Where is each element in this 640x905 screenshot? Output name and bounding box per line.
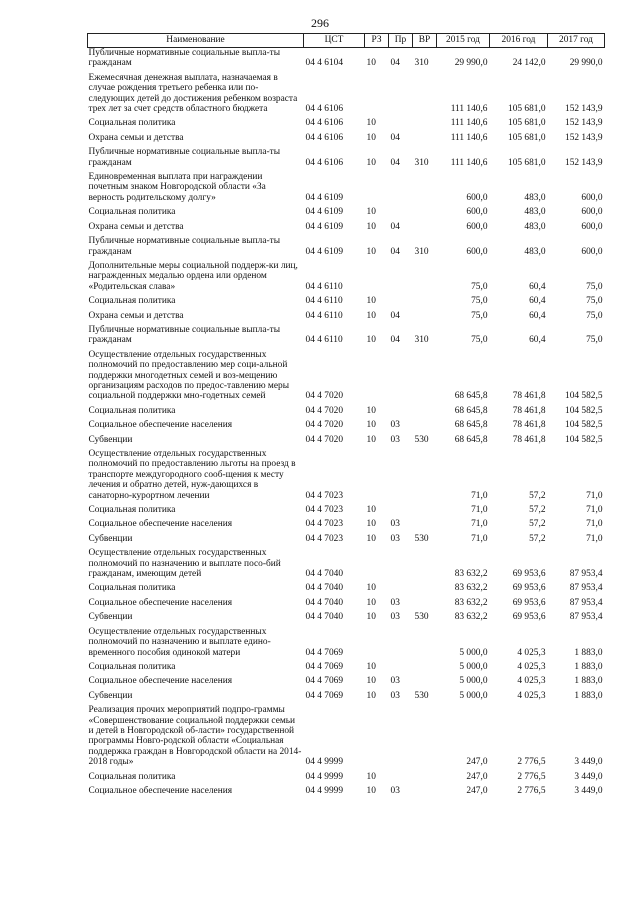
row-2017: 3 449,0 [574, 757, 603, 768]
row-2015: 600,0 [466, 192, 488, 203]
row-pr [389, 623, 413, 658]
row-2016: 2 776,5 [517, 771, 546, 782]
row-pr: 03 [390, 519, 400, 530]
row-cst: 04 4 7020 [305, 434, 343, 445]
row-rz: 10 [366, 505, 376, 516]
header-vr: ВР [413, 34, 437, 48]
row-cst: 04 4 7069 [305, 690, 343, 701]
table-row [88, 218, 605, 232]
row-name: Охрана семьи и детства [88, 132, 184, 143]
row-2015: 71,0 [471, 490, 488, 501]
header-name: Наименование [88, 34, 304, 48]
row-rz: 10 [366, 221, 376, 232]
row-vr [413, 292, 437, 306]
table-row [88, 69, 605, 115]
row-cst: 04 4 6110 [305, 281, 343, 292]
row-2017: 75,0 [586, 296, 603, 307]
row-2016: 4 025,3 [517, 647, 546, 658]
row-vr [413, 544, 437, 579]
row-2017: 152 143,9 [565, 118, 603, 129]
row-2017: 71,0 [586, 505, 603, 516]
table-row [88, 672, 605, 686]
row-2017: 1 883,0 [574, 661, 603, 672]
row-pr: 04 [390, 310, 400, 321]
row-name: Социальная политика [88, 207, 176, 218]
row-cst: 04 4 7040 [305, 583, 343, 594]
table-row [88, 579, 605, 593]
row-2017: 600,0 [581, 207, 603, 218]
header-2017: 2017 год [548, 34, 605, 48]
row-2017: 104 582,5 [565, 391, 603, 402]
row-cst: 04 4 6106 [305, 118, 343, 129]
row-cst: 04 4 6104 [305, 58, 343, 69]
budget-table [87, 33, 605, 796]
row-2016: 105 681,0 [508, 132, 546, 143]
table-row [88, 402, 605, 416]
row-2015: 68 645,8 [454, 405, 488, 416]
row-vr: 530 [414, 434, 429, 445]
row-2016: 4 025,3 [517, 661, 546, 672]
row-name: Социальное обеспечение населения [88, 676, 233, 687]
row-cst: 04 4 7020 [305, 391, 343, 402]
row-2015: 83 632,2 [454, 583, 488, 594]
row-2016: 60,4 [529, 335, 546, 346]
row-name: Дополнительные меры социальной поддерж-ки лиц, награжденных медалью ордена или орденом «Родительская слава» [88, 260, 298, 292]
row-rz: 10 [366, 533, 376, 544]
row-rz: 10 [366, 661, 376, 672]
row-vr [413, 402, 437, 416]
row-2017: 1 883,0 [574, 676, 603, 687]
row-vr [413, 346, 437, 402]
table-row [88, 594, 605, 608]
row-vr [413, 515, 437, 529]
table-row [88, 515, 605, 529]
row-2017: 3 449,0 [574, 785, 603, 796]
row-name: Публичные нормативные социальные выпла-ты гражданам [88, 48, 280, 69]
row-2016: 483,0 [524, 246, 546, 257]
table-row [88, 701, 605, 767]
row-cst: 04 4 6109 [305, 192, 343, 203]
row-rz [365, 623, 389, 658]
row-rz: 10 [366, 583, 376, 594]
table-row [88, 544, 605, 579]
row-pr: 04 [390, 58, 400, 69]
row-2016: 78 461,8 [512, 391, 546, 402]
row-2017: 87 953,4 [569, 597, 603, 608]
row-vr [413, 416, 437, 430]
row-cst: 04 4 6109 [305, 221, 343, 232]
row-2016: 78 461,8 [512, 405, 546, 416]
row-pr: 04 [390, 221, 400, 232]
table-row [88, 658, 605, 672]
row-pr: 03 [390, 533, 400, 544]
table-row [88, 687, 605, 701]
table-row [88, 143, 605, 168]
row-vr [413, 129, 437, 143]
row-vr [413, 168, 437, 203]
row-2016: 60,4 [529, 281, 546, 292]
row-vr [413, 307, 437, 321]
row-2015: 83 632,2 [454, 612, 488, 623]
row-vr: 310 [414, 157, 429, 168]
table-row [88, 431, 605, 445]
row-name: Социальная политика [88, 405, 176, 416]
row-pr: 03 [390, 420, 400, 431]
table-row [88, 257, 605, 292]
row-name: Охрана семьи и детства [88, 310, 184, 321]
row-2015: 111 140,6 [450, 118, 488, 129]
row-rz [365, 445, 389, 501]
row-cst: 04 4 7023 [305, 519, 343, 530]
row-pr: 03 [390, 434, 400, 445]
row-2017: 104 582,5 [565, 405, 603, 416]
row-rz: 10 [366, 676, 376, 687]
row-name: Социальное обеспечение населения [88, 597, 233, 608]
row-rz: 10 [366, 405, 376, 416]
row-name: Социальная политика [88, 583, 176, 594]
row-vr: 310 [414, 335, 429, 346]
row-cst: 04 4 6106 [305, 104, 343, 115]
row-vr [413, 623, 437, 658]
row-rz: 10 [366, 771, 376, 782]
row-2017: 71,0 [586, 519, 603, 530]
row-cst: 04 4 7023 [305, 505, 343, 516]
row-2015: 111 140,6 [450, 132, 488, 143]
row-pr: 03 [390, 690, 400, 701]
row-2015: 600,0 [466, 221, 488, 232]
row-2015: 71,0 [471, 505, 488, 516]
row-rz: 10 [366, 132, 376, 143]
row-vr [413, 114, 437, 128]
row-vr [413, 257, 437, 292]
row-2016: 60,4 [529, 296, 546, 307]
row-cst: 04 4 6110 [305, 296, 343, 307]
row-cst: 04 4 7069 [305, 676, 343, 687]
table-header [88, 34, 605, 48]
row-name: Социальное обеспечение населения [88, 519, 233, 530]
row-pr [389, 168, 413, 203]
table-row [88, 129, 605, 143]
row-rz: 10 [366, 785, 376, 796]
row-2015: 68 645,8 [454, 420, 488, 431]
row-2017: 600,0 [581, 221, 603, 232]
row-2016: 105 681,0 [508, 104, 546, 115]
row-cst: 04 4 6109 [305, 246, 343, 257]
row-name: Социальное обеспечение населения [88, 785, 233, 796]
row-name: Субвенции [88, 533, 133, 544]
row-2017: 75,0 [586, 281, 603, 292]
row-2017: 71,0 [586, 533, 603, 544]
row-2016: 105 681,0 [508, 157, 546, 168]
row-cst: 04 4 7069 [305, 661, 343, 672]
row-rz [365, 168, 389, 203]
row-2017: 75,0 [586, 335, 603, 346]
row-2015: 75,0 [471, 281, 488, 292]
row-rz: 10 [366, 310, 376, 321]
row-vr [413, 203, 437, 217]
row-vr [413, 701, 437, 767]
row-name: Ежемесячная денежная выплата, назначаемая в случае рождения третьего ребенка или по-следующих детей до достижения ребенком возраста трех лет за счет средств областного бюджета [88, 72, 298, 115]
row-2015: 111 140,6 [450, 104, 488, 115]
row-2017: 152 143,9 [565, 104, 603, 115]
row-vr: 530 [414, 612, 429, 623]
row-2017: 3 449,0 [574, 771, 603, 782]
row-2016: 60,4 [529, 310, 546, 321]
row-rz: 10 [366, 690, 376, 701]
table-row [88, 168, 605, 203]
table-row [88, 782, 605, 796]
row-2015: 83 632,2 [454, 569, 488, 580]
row-pr [389, 768, 413, 782]
row-rz [365, 701, 389, 767]
row-rz: 10 [366, 207, 376, 218]
row-pr: 03 [390, 676, 400, 687]
row-rz: 10 [366, 612, 376, 623]
table-row [88, 232, 605, 257]
row-pr: 04 [390, 132, 400, 143]
row-2015: 68 645,8 [454, 391, 488, 402]
row-rz: 10 [366, 58, 376, 69]
row-cst: 04 4 6106 [305, 132, 343, 143]
row-name: Осуществление отдельных государственных полномочий по назначению и выплате посо-бий гражданам, имеющим детей [88, 548, 281, 580]
row-2015: 111 140,6 [450, 157, 488, 168]
row-rz: 10 [366, 335, 376, 346]
header-pr: Пр [389, 34, 413, 48]
row-rz: 10 [366, 519, 376, 530]
row-pr: 03 [390, 612, 400, 623]
row-vr: 310 [414, 58, 429, 69]
row-pr [389, 701, 413, 767]
row-vr [413, 579, 437, 593]
table-row [88, 445, 605, 501]
row-2015: 68 645,8 [454, 434, 488, 445]
row-2015: 5 000,0 [459, 661, 488, 672]
row-name: Осуществление отдельных государственных полномочий по предоставлению мер соци-альной поддержки многодетных семей и воз-мещению организациям расходов по предос-тавлению меры социальной поддержки мно-годетных семей [88, 349, 290, 402]
table-row [88, 48, 605, 69]
row-2015: 247,0 [466, 757, 488, 768]
table-row [88, 608, 605, 622]
row-2015: 600,0 [466, 207, 488, 218]
row-pr: 04 [390, 335, 400, 346]
table-row [88, 623, 605, 658]
row-2017: 152 143,9 [565, 157, 603, 168]
row-2016: 483,0 [524, 207, 546, 218]
header-2016: 2016 год [490, 34, 548, 48]
row-pr: 03 [390, 785, 400, 796]
row-2017: 87 953,4 [569, 612, 603, 623]
row-2015: 29 990,0 [454, 58, 488, 69]
row-pr [389, 501, 413, 515]
row-2016: 69 953,6 [512, 612, 546, 623]
row-name: Осуществление отдельных государственных полномочий по назначению и выплате едино-временного пособия одинокой матери [88, 626, 271, 658]
row-2017: 104 582,5 [565, 420, 603, 431]
row-vr [413, 501, 437, 515]
row-2017: 600,0 [581, 246, 603, 257]
row-2015: 5 000,0 [459, 676, 488, 687]
row-cst: 04 4 7040 [305, 597, 343, 608]
row-pr [389, 257, 413, 292]
row-2016: 105 681,0 [508, 118, 546, 129]
row-rz: 10 [366, 434, 376, 445]
row-cst: 04 4 6110 [305, 310, 343, 321]
row-rz: 10 [366, 246, 376, 257]
table-row [88, 416, 605, 430]
header-cst: ЦСТ [304, 34, 365, 48]
row-cst: 04 4 6109 [305, 207, 343, 218]
row-rz: 10 [366, 157, 376, 168]
row-pr [389, 445, 413, 501]
page-number: 296 [311, 16, 329, 30]
row-2016: 483,0 [524, 192, 546, 203]
row-2015: 5 000,0 [459, 647, 488, 658]
header-rz: РЗ [365, 34, 389, 48]
row-name: Публичные нормативные социальные выпла-ты гражданам [88, 147, 280, 168]
row-name: Субвенции [88, 434, 133, 445]
row-2016: 57,2 [529, 533, 546, 544]
row-pr [389, 69, 413, 115]
row-pr: 04 [390, 157, 400, 168]
row-pr [389, 346, 413, 402]
row-rz: 10 [366, 420, 376, 431]
row-vr: 530 [414, 533, 429, 544]
row-2017: 75,0 [586, 310, 603, 321]
row-vr: 310 [414, 246, 429, 257]
row-2017: 1 883,0 [574, 690, 603, 701]
table-row [88, 530, 605, 544]
row-2016: 4 025,3 [517, 676, 546, 687]
row-2016: 483,0 [524, 221, 546, 232]
row-2016: 57,2 [529, 519, 546, 530]
row-rz: 10 [366, 597, 376, 608]
row-2015: 75,0 [471, 310, 488, 321]
row-2016: 78 461,8 [512, 434, 546, 445]
row-name: Единовременная выплата при награждении почетным знаком Новгородской области «За верность родительскому долгу» [88, 172, 266, 203]
table-row [88, 321, 605, 346]
row-2017: 1 883,0 [574, 647, 603, 658]
row-2015: 247,0 [466, 771, 488, 782]
row-cst: 04 4 9999 [305, 757, 343, 768]
row-vr [413, 672, 437, 686]
table-row [88, 203, 605, 217]
row-name: Социальная политика [88, 771, 176, 782]
row-cst: 04 4 7020 [305, 420, 343, 431]
row-name: Социальная политика [88, 505, 176, 516]
row-2015: 83 632,2 [454, 597, 488, 608]
row-name: Субвенции [88, 690, 133, 701]
row-cst: 04 4 7040 [305, 612, 343, 623]
table-row [88, 114, 605, 128]
row-2016: 57,2 [529, 505, 546, 516]
row-name: Осуществление отдельных государственных полномочий по предоставлению льготы на проезд в транспорте междугородного сооб-щения к месту лечения и обратно детей, нуж-дающихся в санаторно-курортном лечении [88, 449, 296, 501]
row-cst: 04 4 6110 [305, 335, 343, 346]
row-name: Социальное обеспечение населения [88, 420, 233, 431]
row-cst: 04 4 7023 [305, 533, 343, 544]
row-2017: 104 582,5 [565, 434, 603, 445]
row-2015: 75,0 [471, 296, 488, 307]
row-name: Социальная политика [88, 661, 176, 672]
row-2016: 57,2 [529, 490, 546, 501]
row-pr [389, 292, 413, 306]
row-pr [389, 203, 413, 217]
row-name: Социальная политика [88, 296, 176, 307]
table-row [88, 768, 605, 782]
row-vr [413, 658, 437, 672]
row-cst: 04 4 9999 [305, 771, 343, 782]
row-2015: 600,0 [466, 246, 488, 257]
row-name: Социальная политика [88, 118, 176, 129]
row-2016: 2 776,5 [517, 757, 546, 768]
row-cst: 04 4 7023 [305, 490, 343, 501]
row-2016: 69 953,6 [512, 583, 546, 594]
row-rz [365, 69, 389, 115]
row-cst: 04 4 6106 [305, 157, 343, 168]
header-2015: 2015 год [437, 34, 490, 48]
row-pr [389, 114, 413, 128]
table-row [88, 307, 605, 321]
row-rz [365, 544, 389, 579]
row-pr [389, 544, 413, 579]
row-pr: 03 [390, 597, 400, 608]
row-rz: 10 [366, 118, 376, 129]
row-cst: 04 4 7040 [305, 569, 343, 580]
row-name: Охрана семьи и детства [88, 221, 184, 232]
table-row [88, 346, 605, 402]
row-vr [413, 69, 437, 115]
row-vr: 530 [414, 690, 429, 701]
row-name: Публичные нормативные социальные выпла-ты гражданам [88, 324, 280, 346]
row-vr [413, 594, 437, 608]
row-2016: 24 142,0 [512, 58, 546, 69]
row-2017: 87 953,4 [569, 569, 603, 580]
row-vr [413, 768, 437, 782]
row-pr [389, 579, 413, 593]
row-name: Субвенции [88, 612, 133, 623]
table-row [88, 292, 605, 306]
row-2015: 5 000,0 [459, 690, 488, 701]
row-2015: 71,0 [471, 533, 488, 544]
row-2015: 71,0 [471, 519, 488, 530]
row-2017: 71,0 [586, 490, 603, 501]
row-2017: 600,0 [581, 192, 603, 203]
row-2016: 69 953,6 [512, 597, 546, 608]
row-2016: 2 776,5 [517, 785, 546, 796]
row-2017: 87 953,4 [569, 583, 603, 594]
row-cst: 04 4 7020 [305, 405, 343, 416]
row-cst: 04 4 9999 [305, 785, 343, 796]
row-2016: 4 025,3 [517, 690, 546, 701]
row-vr [413, 782, 437, 796]
row-2015: 247,0 [466, 785, 488, 796]
row-2017: 29 990,0 [569, 58, 603, 69]
row-name: Реализация прочих мероприятий подпро-граммы «Совершенствование социальной поддержки семьи и детей в Новгородской об-ласти» государственной программы Новго-родской области «Социальная поддержка граждан в Новгородской области на 2014-2018 годы» [88, 705, 302, 768]
table-row [88, 501, 605, 515]
row-cst: 04 4 7069 [305, 647, 343, 658]
row-rz [365, 346, 389, 402]
row-vr [413, 445, 437, 501]
row-rz: 10 [366, 296, 376, 307]
row-name: Публичные нормативные социальные выпла-ты гражданам [88, 236, 280, 257]
row-vr [413, 218, 437, 232]
row-2015: 75,0 [471, 335, 488, 346]
row-2016: 69 953,6 [512, 569, 546, 580]
row-2016: 78 461,8 [512, 420, 546, 431]
row-rz [365, 257, 389, 292]
row-pr [389, 658, 413, 672]
row-pr: 04 [390, 246, 400, 257]
row-pr [389, 402, 413, 416]
row-2017: 152 143,9 [565, 132, 603, 143]
